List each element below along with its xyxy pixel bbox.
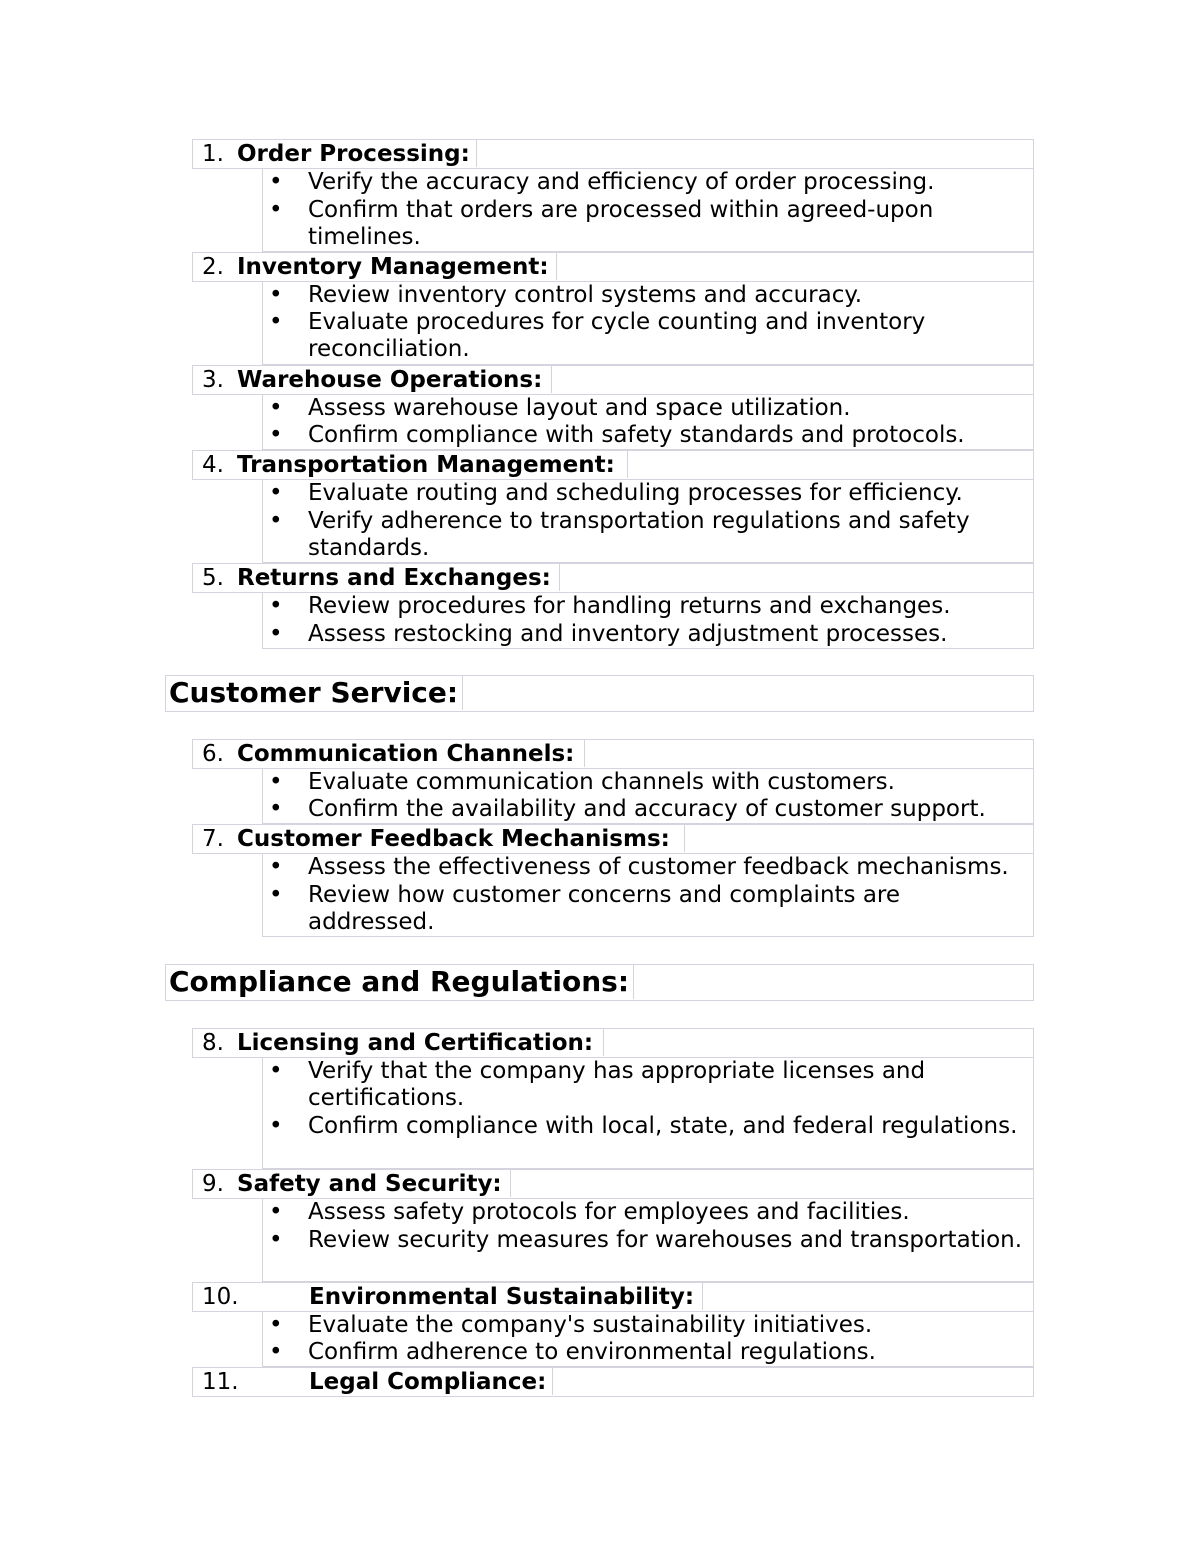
bullet-icon: • bbox=[269, 769, 283, 795]
bullet-icon: • bbox=[269, 1227, 283, 1253]
bullet-icon: • bbox=[269, 422, 283, 448]
bullet-icon: • bbox=[269, 621, 283, 647]
bullet-icon: • bbox=[269, 1199, 283, 1225]
list-item-4 bbox=[192, 450, 1034, 480]
bullet-list-8: • Verify that the company has appropriate licenses and certifications. • Confirm compliance with local, state, and federal regulations. bbox=[262, 1057, 1034, 1169]
bullet-icon: • bbox=[269, 395, 283, 421]
item-title: Environmental Sustainability: bbox=[309, 1284, 695, 1310]
item-title: Communication Channels: bbox=[237, 741, 575, 767]
list-item-6 bbox=[192, 739, 1034, 769]
item-number: 5. bbox=[202, 565, 224, 591]
section-title: Compliance and Regulations: bbox=[169, 965, 634, 999]
bullet-icon: • bbox=[269, 508, 283, 534]
bullet-list-7: • Assess the effectiveness of customer feedback mechanisms. • Review how customer concerns and complaints are addressed. bbox=[262, 853, 1034, 937]
bullet-icon: • bbox=[269, 882, 283, 908]
bullet-list-6: • Evaluate communication channels with customers. • Confirm the availability and accuracy of customer support. bbox=[262, 768, 1034, 824]
item-number: 1. bbox=[202, 141, 224, 167]
section-title: Customer Service: bbox=[169, 676, 463, 710]
item-title: Order Processing: bbox=[237, 141, 470, 167]
bullet-icon: • bbox=[269, 1339, 283, 1365]
item-number: 7. bbox=[202, 826, 224, 852]
bullet-list-10: • Evaluate the company's sustainability initiatives. • Confirm adherence to environmental regulations. bbox=[262, 1311, 1034, 1367]
bullet-icon: • bbox=[269, 197, 283, 223]
item-number: 3. bbox=[202, 367, 224, 393]
bullet-icon: • bbox=[269, 593, 283, 619]
list-item-3 bbox=[192, 365, 1034, 395]
item-title: Licensing and Certification: bbox=[237, 1030, 594, 1056]
bullet-list-3: • Assess warehouse layout and space utilization. • Confirm compliance with safety standards and protocols. bbox=[262, 394, 1034, 450]
list-item-8 bbox=[192, 1028, 1034, 1058]
list-item-7 bbox=[192, 824, 1034, 854]
item-number: 9. bbox=[202, 1171, 224, 1197]
item-title: Returns and Exchanges: bbox=[237, 565, 551, 591]
item-title: Transportation Management: bbox=[237, 452, 615, 478]
list-item-10 bbox=[192, 1282, 1034, 1312]
bullet-icon: • bbox=[269, 480, 283, 506]
list-item-5 bbox=[192, 563, 1034, 593]
bullet-icon: • bbox=[269, 1312, 283, 1338]
item-title: Warehouse Operations: bbox=[237, 367, 543, 393]
section-heading-customer-service bbox=[165, 675, 1034, 712]
item-title: Inventory Management: bbox=[237, 254, 549, 280]
item-title: Legal Compliance: bbox=[309, 1369, 547, 1395]
list-item-1 bbox=[192, 139, 1034, 169]
list-item-11 bbox=[192, 1367, 1034, 1397]
item-number: 4. bbox=[202, 452, 224, 478]
section-heading-compliance bbox=[165, 964, 1034, 1001]
list-item-9 bbox=[192, 1169, 1034, 1199]
bullet-icon: • bbox=[269, 796, 283, 822]
item-title: Customer Feedback Mechanisms: bbox=[237, 826, 670, 852]
item-number: 10. bbox=[202, 1284, 239, 1310]
bullet-icon: • bbox=[269, 169, 283, 195]
bullet-list-4: • Evaluate routing and scheduling processes for efficiency. • Verify adherence to transportation regulations and safety standards. bbox=[262, 479, 1034, 563]
bullet-list-9: • Assess safety protocols for employees and facilities. • Review security measures for warehouses and transportation. bbox=[262, 1198, 1034, 1282]
bullet-icon: • bbox=[269, 1113, 283, 1139]
bullet-icon: • bbox=[269, 282, 283, 308]
bullet-icon: • bbox=[269, 309, 283, 335]
bullet-icon: • bbox=[269, 854, 283, 880]
list-item-2 bbox=[192, 252, 1034, 282]
item-title: Safety and Security: bbox=[237, 1171, 502, 1197]
bullet-icon: • bbox=[269, 1058, 283, 1084]
bullet-list-1: • Verify the accuracy and efficiency of order processing. • Confirm that orders are processed within agreed-upon timelines. bbox=[262, 168, 1034, 252]
item-number: 2. bbox=[202, 254, 224, 280]
item-number: 8. bbox=[202, 1030, 224, 1056]
bullet-list-5: • Review procedures for handling returns and exchanges. • Assess restocking and inventory adjustment processes. bbox=[262, 592, 1034, 649]
bullet-list-2: • Review inventory control systems and accuracy. • Evaluate procedures for cycle counting and inventory reconciliation. bbox=[262, 281, 1034, 365]
item-number: 11. bbox=[202, 1369, 239, 1395]
item-number: 6. bbox=[202, 741, 224, 767]
